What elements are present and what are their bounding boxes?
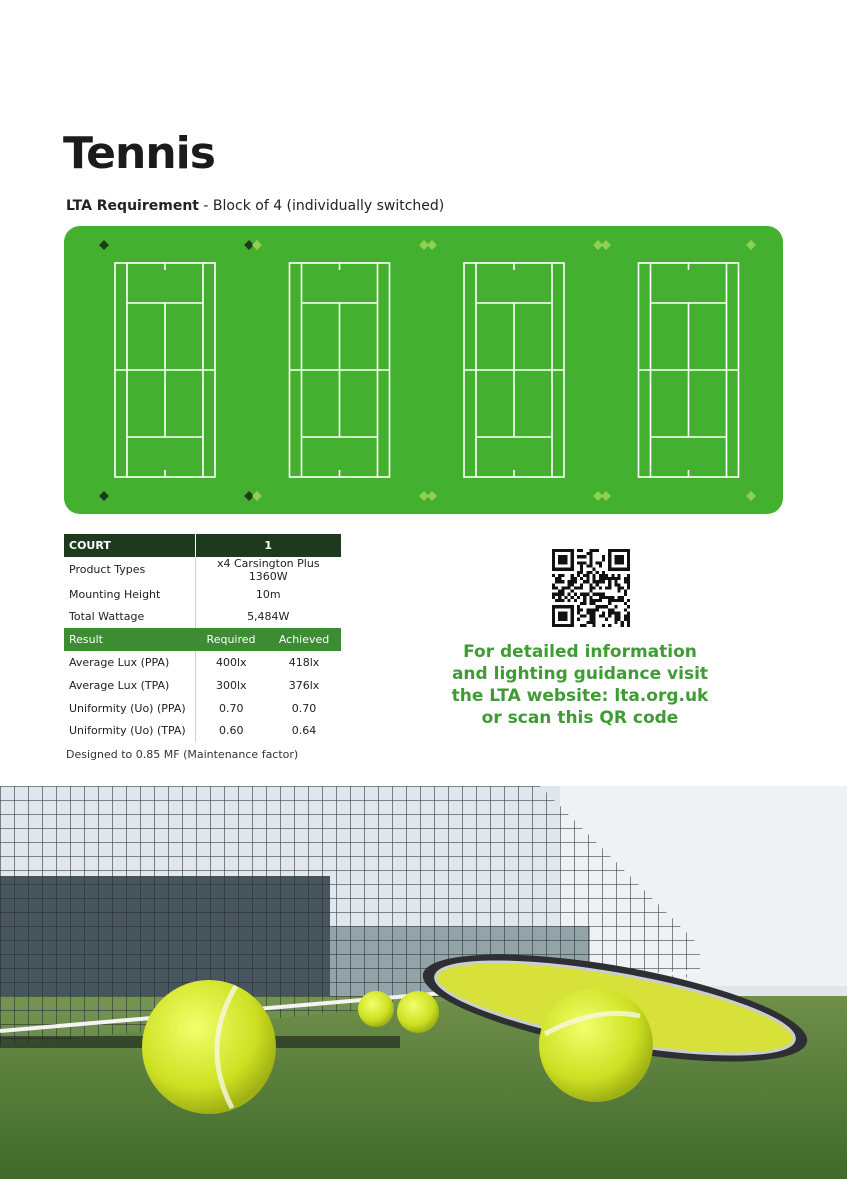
info-line: the LTA website: lta.org.uk <box>451 686 709 706</box>
achieved-value: 418lx <box>288 656 320 670</box>
row-label: Average Lux (PPA) <box>64 651 195 674</box>
qr-code-icon[interactable] <box>552 549 630 627</box>
table-row <box>64 606 341 629</box>
light-column-marker-icon <box>252 240 262 250</box>
spec-table <box>64 534 341 742</box>
court-layout-diagram <box>64 226 783 514</box>
court-header-value: 1 <box>195 534 341 557</box>
table-row <box>64 720 341 743</box>
table-row <box>64 674 341 697</box>
maintenance-note: Designed to 0.85 MF (Maintenance factor) <box>66 748 299 761</box>
achieved-value: 376lx <box>288 678 320 692</box>
table-row <box>64 583 341 606</box>
row-label: Average Lux (TPA) <box>64 674 195 697</box>
table-row <box>64 557 341 583</box>
subtitle-bold: LTA Requirement <box>66 198 199 214</box>
light-column-marker-icon <box>746 240 756 250</box>
subtitle <box>66 198 444 214</box>
tennis-photo <box>0 786 847 1179</box>
courts-graphic <box>64 226 783 514</box>
table-header-row <box>64 534 341 557</box>
court-header-label: COURT <box>64 534 195 557</box>
required-value: 300lx <box>216 678 247 692</box>
tennis-photo-illustration <box>0 786 847 1179</box>
light-column-marker-icon <box>427 240 437 250</box>
qr-code-modules <box>552 549 630 627</box>
achieved-value: 0.70 <box>291 701 317 715</box>
light-column-marker-icon <box>601 240 611 250</box>
page-title: Tennis <box>63 128 215 179</box>
row-label: Uniformity (Uo) (PPA) <box>64 697 195 720</box>
info-line: For detailed information <box>463 642 697 662</box>
subtitle-rest: - Block of 4 (individually switched) <box>198 198 445 214</box>
row-value: 10m <box>255 587 281 601</box>
row-label: Uniformity (Uo) (TPA) <box>64 720 195 743</box>
row-label: Total Wattage <box>64 606 195 629</box>
required-value: 0.60 <box>219 724 244 738</box>
required-value: 400lx <box>216 656 247 670</box>
light-column-marker-icon <box>427 491 437 501</box>
light-column-marker-icon <box>601 491 611 501</box>
light-column-marker-icon <box>99 240 109 250</box>
achieved-value: 0.64 <box>291 724 317 738</box>
info-text <box>440 641 720 729</box>
light-column-marker-icon <box>252 491 262 501</box>
achieved-header: Achieved <box>267 628 341 651</box>
row-label: Product Types <box>64 557 195 583</box>
table-row <box>64 651 341 674</box>
light-column-marker-icon <box>746 491 756 501</box>
result-header-row <box>64 628 341 651</box>
light-column-marker-icon <box>99 491 109 501</box>
row-label: Mounting Height <box>64 583 195 606</box>
table-row <box>64 697 341 720</box>
info-line: or scan this QR code <box>481 708 679 728</box>
info-line: and lighting guidance visit <box>451 664 709 684</box>
row-value: x4 Carsington Plus 1360W <box>216 556 320 583</box>
row-value: 5,484W <box>247 610 290 624</box>
required-value: 0.70 <box>219 701 244 715</box>
result-header-label: Result <box>64 628 195 651</box>
required-header: Required <box>195 628 267 651</box>
